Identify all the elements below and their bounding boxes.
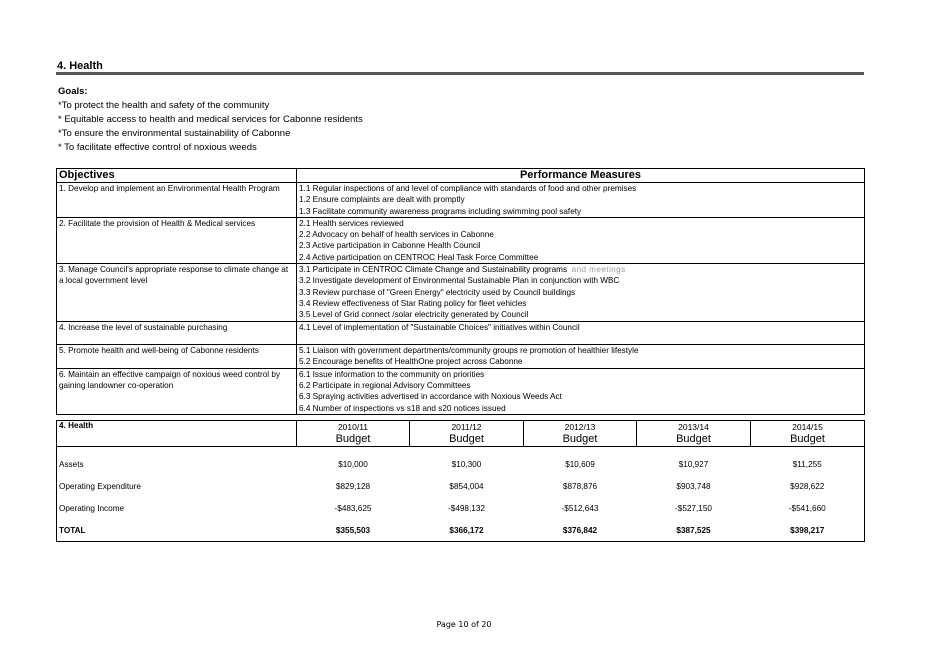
measure-item: 3.4 Review effectiveness of Star Rating policy for fleet vehicles (299, 298, 527, 308)
budget-value: $10,300 (451, 459, 482, 469)
objectives-table (56, 168, 865, 415)
objective-cell: 5. Promote health and well-being of Cabonne residents (57, 345, 297, 369)
measures-cell (297, 368, 865, 414)
year-label: 2014/15 (792, 422, 823, 432)
budget-label: Budget (790, 433, 825, 445)
objective-cell: 2. Facilitate the provision of Health & Medical services (57, 217, 297, 263)
row-label: Operating Expenditure (57, 475, 297, 497)
measure-item: 2.4 Active participation on CENTROC Heal Task Force Committee (299, 252, 539, 262)
measure-item: 2.2 Advocacy on behalf of health services in Cabonne (299, 230, 494, 240)
objective-cell: 6. Maintain an effective campaign of noxious weed control by gaining landowner co-operation (57, 368, 297, 414)
year-header (751, 421, 865, 447)
measures-cell (297, 264, 865, 321)
table-row (57, 183, 865, 218)
budget-label: Budget (449, 433, 484, 445)
measures-header: Performance Measures (297, 169, 865, 183)
measure-item: 2.3 Active participation in Cabonne Health Council (299, 241, 481, 251)
goal-item: * Equitable access to health and medical services for Cabonne residents (58, 114, 363, 125)
measure-item: 4.1 Level of implementation of "Sustainable Choices" initiatives within Council (299, 322, 580, 332)
budget-value: -$483,625 (334, 503, 372, 513)
year-header (637, 421, 751, 447)
budget-value: $10,000 (338, 459, 368, 469)
measure-text: 3.1 Participate in CENTROC Climate Change and Sustainability programs (299, 265, 568, 275)
budget-value: -$527,150 (675, 503, 712, 513)
measures-cell (297, 321, 865, 345)
row-label: Operating Income (57, 497, 297, 519)
total-value: $366,172 (410, 519, 524, 542)
budget-header-row (57, 421, 865, 447)
year-label: 2011/12 (451, 422, 482, 432)
budget-label: Budget (676, 433, 711, 445)
measure-item: 3.2 Investigate development of Environmental Sustainable Plan in conjunction with WBC (299, 276, 620, 286)
year-header (410, 421, 524, 447)
measure-item: 6.3 Spraying activities advertised in accordance with Noxious Weeds Act (299, 392, 562, 402)
objectives-header: Objectives (57, 169, 297, 183)
section-title: 4. Health (57, 60, 103, 72)
budget-value: $928,622 (751, 475, 865, 497)
table-row (57, 217, 865, 263)
measure-item: 3.3 Review purchase of "Green Energy" electricity used by Council buildings (299, 287, 576, 297)
table-row (57, 321, 865, 345)
budget-value: -$541,660 (751, 497, 865, 519)
goal-item: * To facilitate effective control of noxious weeds (58, 142, 257, 153)
budget-value: -$512,643 (561, 503, 599, 513)
row-label: Assets (57, 453, 297, 475)
budget-value: $903,748 (676, 481, 711, 491)
budget-value: $10,927 (678, 459, 709, 469)
budget-row-assets (57, 453, 865, 475)
measures-cell (297, 183, 865, 218)
table-row (57, 368, 865, 414)
total-value: $398,217 (751, 519, 865, 542)
budget-value: $11,255 (751, 453, 865, 475)
measure-item: 2.1 Health services reviewed (299, 218, 404, 228)
measure-item: 1.1 Regular inspections of and level of compliance with standards of food and other premises (299, 184, 637, 193)
total-value: $387,525 (637, 519, 751, 542)
budget-label: Budget (562, 433, 598, 445)
budget-title: 4. Health (57, 421, 297, 447)
budget-table (56, 420, 865, 542)
objective-cell: 1. Develop and implement an Environmental Health Program (57, 183, 297, 218)
measure-item: 3.5 Level of Grid connect /solar electricity generated by Council (299, 310, 529, 320)
table-row (57, 345, 865, 369)
measures-cell (297, 217, 865, 263)
measure-item: 1.2 Ensure complaints are dealt with promptly (299, 195, 465, 205)
year-label: 2010/11 (337, 422, 369, 432)
measure-item: 6.1 Issue information to the community on priorities (299, 369, 485, 379)
measure-item: 5.1 Liaison with government departments/community groups re promotion of healthier lifestyle (299, 346, 639, 356)
measure-item: 5.2 Encourage benefits of HealthOne project across Cabonne (299, 357, 523, 367)
total-value: $355,503 (297, 519, 410, 542)
measure-item: 1.3 Facilitate community awareness programs including swimming pool safety (299, 206, 582, 216)
budget-value: $829,128 (335, 481, 371, 491)
budget-row-total (57, 519, 865, 542)
faded-text: and meetings (571, 265, 626, 275)
year-label: 2013/14 (678, 422, 709, 432)
budget-label: Budget (335, 433, 371, 445)
year-label: 2012/13 (564, 422, 596, 432)
measure-item: 6.4 Number of inspections vs s18 and s20 notices issued (299, 403, 506, 413)
goal-item: *To protect the health and safety of the community (58, 100, 270, 111)
year-header (524, 421, 637, 447)
goal-item: *To ensure the environmental sustainability of Cabonne (58, 128, 291, 139)
section-divider (56, 72, 864, 75)
objective-cell: 4. Increase the level of sustainable purchasing (57, 321, 297, 345)
table-row (57, 264, 865, 321)
budget-row-operating-expenditure (57, 475, 865, 497)
budget-value: $10,609 (565, 459, 595, 469)
total-label: TOTAL (57, 519, 297, 542)
goals-label: Goals: (58, 86, 88, 97)
measures-cell (297, 345, 865, 369)
measure-item (299, 264, 862, 275)
year-header (297, 421, 410, 447)
total-value: $376,842 (524, 519, 637, 542)
blank-line (299, 333, 862, 344)
budget-value: $878,876 (562, 481, 598, 491)
budget-row-operating-income (57, 497, 865, 519)
budget-value: $854,004 (449, 481, 484, 491)
measure-item: 6.2 Participate in regional Advisory Committees (299, 381, 471, 391)
objectives-header-row (57, 169, 865, 183)
budget-value: -$498,132 (448, 503, 485, 513)
page-number: Page 10 of 20 (436, 620, 492, 629)
objective-cell: 3. Manage Council's appropriate response to climate change at a local government level (57, 264, 297, 321)
